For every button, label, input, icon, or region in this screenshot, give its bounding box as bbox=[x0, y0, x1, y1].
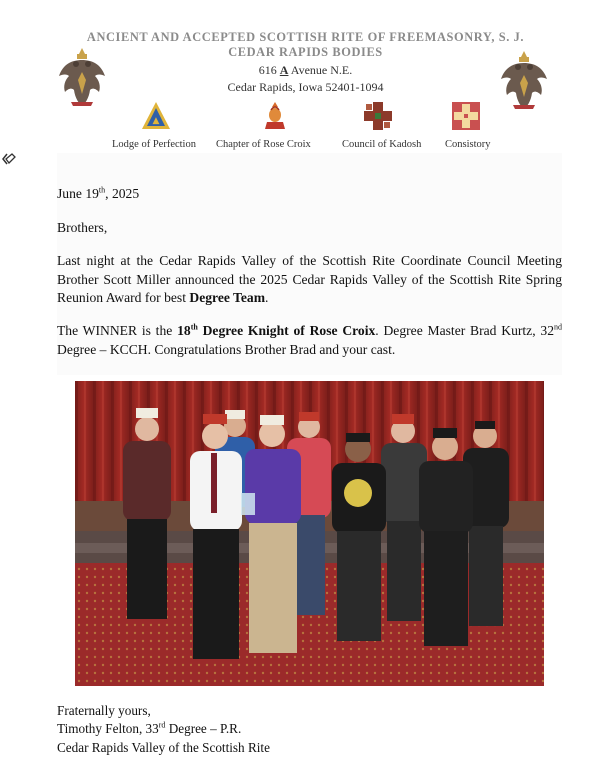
triangle-delta-icon bbox=[140, 100, 172, 132]
letter-date: June 19th, 2025 bbox=[57, 185, 140, 201]
kadosh-cross-icon bbox=[362, 100, 394, 132]
signature-closing: Fraternally yours, bbox=[57, 703, 151, 718]
double-headed-eagle-left-icon bbox=[57, 46, 107, 110]
consistory-cross-icon bbox=[450, 100, 482, 132]
pelican-emblem-icon bbox=[259, 100, 291, 132]
signature-name: Timothy Felton, 33rd Degree – P.R. bbox=[57, 720, 242, 736]
letter-paragraph-2: The WINNER is the 18th Degree Knight of Rose Croix. Degree Master Brad Kurtz, 32nd Degree – KCCH. Congratulations Brother Brad and your cast. bbox=[57, 322, 562, 357]
signature-organization: Cedar Rapids Valley of the Scottish Rite bbox=[57, 740, 270, 755]
degree-team-group-photo bbox=[75, 381, 544, 686]
link-cursor-icon bbox=[1, 152, 17, 166]
address-letter: A bbox=[279, 63, 289, 77]
address-number: 616 bbox=[258, 63, 280, 77]
double-headed-eagle-right-icon bbox=[499, 49, 549, 113]
svg-text:▲: ▲ bbox=[152, 116, 160, 126]
header-title-line1: ANCIENT AND ACCEPTED SCOTTISH RITE OF FREEMASONRY, S. J. bbox=[86, 30, 525, 44]
address-street: Avenue N.E. bbox=[288, 63, 353, 77]
header-title-line2: CEDAR RAPIDS BODIES bbox=[228, 45, 383, 59]
council-of-kadosh-label: Council of Kadosh bbox=[342, 139, 422, 150]
chapter-of-rose-croix-label: Chapter of Rose Croix bbox=[216, 139, 311, 150]
lodge-of-perfection-label: Lodge of Perfection bbox=[112, 139, 196, 150]
consistory-label: Consistory bbox=[445, 139, 491, 150]
letter-salutation: Brothers, bbox=[57, 220, 108, 235]
letter-paragraph-1: Last night at the Cedar Rapids Valley of the Scottish Rite Coordinate Council Meeting Brother Scott Miller announced the 2025 Cedar Rapids Valley of the Scottish Rite Spring Reunion Award for best Degree Team. bbox=[57, 253, 562, 305]
city-address: Cedar Rapids, Iowa 52401-1094 bbox=[227, 80, 384, 94]
